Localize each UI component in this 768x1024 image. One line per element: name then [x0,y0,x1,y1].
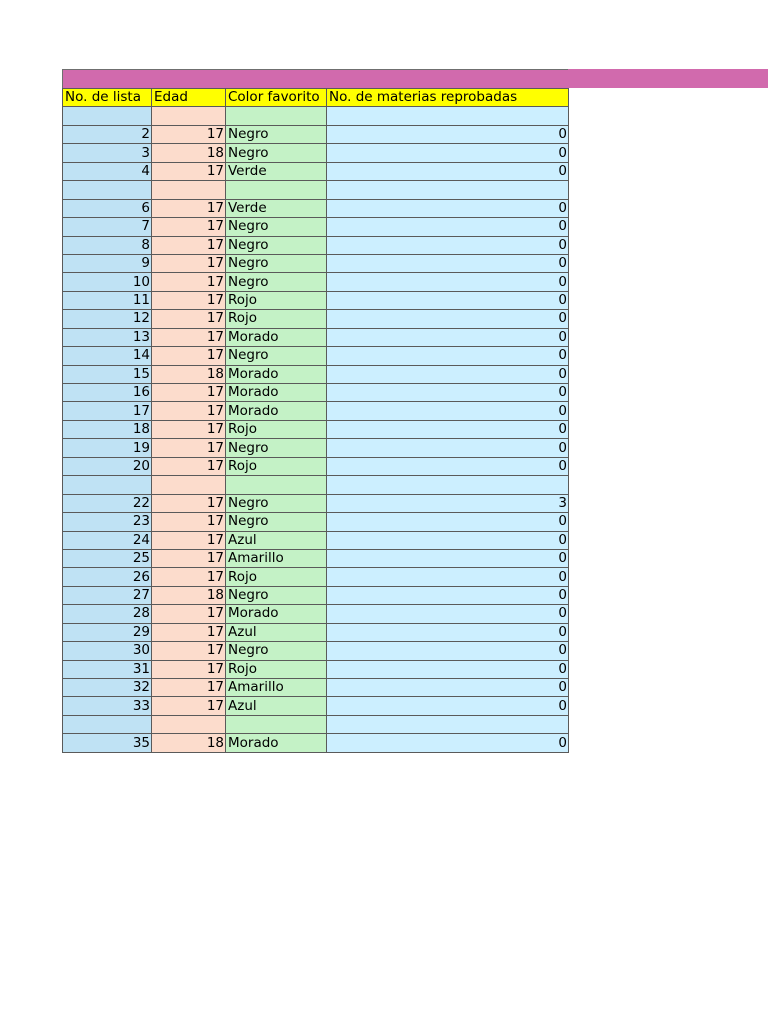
cell-color-favorito[interactable]: Negro [226,586,327,604]
cell-materias-reprobadas[interactable] [327,715,569,733]
cell-materias-reprobadas[interactable]: 0 [327,310,569,328]
table-row [63,107,569,125]
cell-no-lista[interactable]: 9 [63,254,152,272]
cell-no-lista[interactable] [63,181,152,199]
table-row [63,549,569,567]
table-row [63,328,569,346]
cell-materias-reprobadas[interactable] [327,476,569,494]
cell-no-lista[interactable] [63,715,152,733]
cell-color-favorito[interactable]: Negro [226,494,327,512]
cell-color-favorito[interactable]: Azul [226,531,327,549]
table-body [63,107,569,752]
cell-no-lista[interactable]: 32 [63,679,152,697]
cell-edad[interactable]: 18 [152,144,226,162]
cell-no-lista[interactable]: 26 [63,568,152,586]
table-row [63,125,569,143]
cell-color-favorito[interactable]: Amarillo [226,549,327,567]
cell-edad[interactable] [152,181,226,199]
cell-materias-reprobadas[interactable]: 0 [327,347,569,365]
cell-color-favorito[interactable]: Morado [226,328,327,346]
cell-edad[interactable]: 17 [152,605,226,623]
table-row [63,273,569,291]
cell-edad[interactable]: 17 [152,125,226,143]
cell-materias-reprobadas[interactable]: 0 [327,642,569,660]
cell-no-lista[interactable]: 33 [63,697,152,715]
cell-no-lista[interactable]: 11 [63,291,152,309]
table-row [63,218,569,236]
cell-no-lista[interactable]: 12 [63,310,152,328]
table-row [63,144,569,162]
table-row [63,365,569,383]
cell-no-lista[interactable]: 22 [63,494,152,512]
cell-edad[interactable]: 18 [152,365,226,383]
cell-edad[interactable]: 17 [152,420,226,438]
table-row [63,181,569,199]
cell-color-favorito[interactable]: Negro [226,642,327,660]
cell-materias-reprobadas[interactable]: 0 [327,291,569,309]
cell-materias-reprobadas[interactable]: 0 [327,697,569,715]
header-no-lista[interactable]: No. de lista [63,89,152,107]
header-row [63,89,569,107]
cell-no-lista[interactable]: 8 [63,236,152,254]
cell-no-lista[interactable]: 13 [63,328,152,346]
table-row [63,531,569,549]
cell-color-favorito[interactable]: Verde [226,199,327,217]
table-row [63,697,569,715]
cell-no-lista[interactable]: 28 [63,605,152,623]
cell-no-lista[interactable]: 17 [63,402,152,420]
cell-materias-reprobadas[interactable]: 0 [327,328,569,346]
cell-edad[interactable]: 17 [152,273,226,291]
cell-no-lista[interactable]: 23 [63,513,152,531]
cell-color-favorito[interactable]: Rojo [226,457,327,475]
cell-edad[interactable]: 17 [152,513,226,531]
cell-edad[interactable]: 17 [152,162,226,180]
table-row [63,660,569,678]
table-row [63,642,569,660]
cell-color-favorito[interactable]: Amarillo [226,679,327,697]
cell-no-lista[interactable]: 2 [63,125,152,143]
cell-materias-reprobadas[interactable]: 0 [327,144,569,162]
table-row [63,715,569,733]
table-row [63,605,569,623]
cell-no-lista[interactable]: 20 [63,457,152,475]
cell-no-lista[interactable]: 29 [63,623,152,641]
cell-color-favorito[interactable]: Negro [226,513,327,531]
cell-color-favorito[interactable]: Morado [226,734,327,752]
table-row [63,586,569,604]
table-row [63,347,569,365]
cell-materias-reprobadas[interactable]: 0 [327,384,569,402]
table-row [63,236,569,254]
table-row [63,494,569,512]
cell-color-favorito[interactable] [226,181,327,199]
cell-edad[interactable]: 17 [152,457,226,475]
cell-edad[interactable]: 17 [152,347,226,365]
cell-edad[interactable]: 17 [152,531,226,549]
header-materias-reprobadas[interactable]: No. de materias reprobadas [327,89,569,107]
cell-materias-reprobadas[interactable]: 0 [327,568,569,586]
cell-materias-reprobadas[interactable]: 0 [327,273,569,291]
table-row [63,623,569,641]
cell-edad[interactable]: 17 [152,384,226,402]
cell-no-lista[interactable]: 15 [63,365,152,383]
cell-materias-reprobadas[interactable]: 0 [327,513,569,531]
cell-edad[interactable] [152,476,226,494]
cell-edad[interactable]: 17 [152,291,226,309]
cell-edad[interactable]: 17 [152,623,226,641]
header-edad[interactable]: Edad [152,89,226,107]
cell-edad[interactable]: 17 [152,236,226,254]
table-row [63,513,569,531]
cell-no-lista[interactable]: 24 [63,531,152,549]
cell-no-lista[interactable]: 4 [63,162,152,180]
cell-color-favorito[interactable]: Rojo [226,660,327,678]
cell-color-favorito[interactable]: Morado [226,402,327,420]
table-row [63,476,569,494]
cell-materias-reprobadas[interactable]: 0 [327,734,569,752]
cell-materias-reprobadas[interactable]: 0 [327,586,569,604]
table-row [63,402,569,420]
cell-color-favorito[interactable]: Negro [226,236,327,254]
table-row [63,291,569,309]
cell-edad[interactable]: 17 [152,310,226,328]
cell-materias-reprobadas[interactable]: 3 [327,494,569,512]
cell-edad[interactable]: 17 [152,254,226,272]
cell-materias-reprobadas[interactable]: 0 [327,254,569,272]
cell-edad[interactable]: 17 [152,549,226,567]
cell-color-favorito[interactable] [226,715,327,733]
title-bar-border [62,69,568,88]
cell-materias-reprobadas[interactable]: 0 [327,605,569,623]
cell-edad[interactable]: 17 [152,697,226,715]
cell-edad[interactable]: 17 [152,679,226,697]
cell-color-favorito[interactable] [226,476,327,494]
cell-color-favorito[interactable]: Azul [226,697,327,715]
cell-materias-reprobadas[interactable]: 0 [327,623,569,641]
cell-no-lista[interactable]: 7 [63,218,152,236]
cell-no-lista[interactable]: 16 [63,384,152,402]
cell-color-favorito[interactable]: Azul [226,623,327,641]
cell-no-lista[interactable]: 18 [63,420,152,438]
cell-materias-reprobadas[interactable]: 0 [327,420,569,438]
cell-edad[interactable]: 17 [152,568,226,586]
table-row [63,384,569,402]
cell-materias-reprobadas[interactable]: 0 [327,236,569,254]
table-row [63,734,569,752]
cell-materias-reprobadas[interactable] [327,107,569,125]
cell-no-lista[interactable] [63,107,152,125]
cell-materias-reprobadas[interactable]: 0 [327,402,569,420]
cell-materias-reprobadas[interactable]: 0 [327,199,569,217]
cell-edad[interactable]: 17 [152,494,226,512]
table-row [63,457,569,475]
cell-no-lista[interactable]: 35 [63,734,152,752]
cell-no-lista[interactable]: 30 [63,642,152,660]
data-table [62,88,569,753]
cell-materias-reprobadas[interactable]: 0 [327,439,569,457]
cell-edad[interactable]: 17 [152,199,226,217]
cell-edad[interactable] [152,107,226,125]
cell-materias-reprobadas[interactable]: 0 [327,365,569,383]
cell-no-lista[interactable]: 19 [63,439,152,457]
cell-color-favorito[interactable]: Negro [226,125,327,143]
cell-no-lista[interactable]: 25 [63,549,152,567]
cell-materias-reprobadas[interactable]: 0 [327,549,569,567]
cell-materias-reprobadas[interactable] [327,181,569,199]
cell-color-favorito[interactable]: Morado [226,384,327,402]
cell-materias-reprobadas[interactable]: 0 [327,531,569,549]
cell-no-lista[interactable]: 27 [63,586,152,604]
cell-edad[interactable]: 18 [152,734,226,752]
cell-no-lista[interactable]: 31 [63,660,152,678]
cell-no-lista[interactable]: 6 [63,199,152,217]
cell-edad[interactable]: 18 [152,586,226,604]
cell-color-favorito[interactable]: Negro [226,347,327,365]
cell-materias-reprobadas[interactable]: 0 [327,162,569,180]
cell-color-favorito[interactable]: Negro [226,218,327,236]
table-row [63,199,569,217]
cell-color-favorito[interactable] [226,107,327,125]
cell-color-favorito[interactable]: Negro [226,273,327,291]
cell-edad[interactable]: 17 [152,660,226,678]
table-row [63,162,569,180]
cell-no-lista[interactable]: 10 [63,273,152,291]
table-row [63,568,569,586]
cell-no-lista[interactable]: 3 [63,144,152,162]
cell-materias-reprobadas[interactable]: 0 [327,125,569,143]
table-row [63,420,569,438]
cell-color-favorito[interactable]: Rojo [226,310,327,328]
cell-edad[interactable]: 17 [152,328,226,346]
cell-edad[interactable] [152,715,226,733]
table-row [63,679,569,697]
cell-edad[interactable]: 17 [152,402,226,420]
cell-edad[interactable]: 17 [152,439,226,457]
cell-edad[interactable]: 17 [152,218,226,236]
cell-materias-reprobadas[interactable]: 0 [327,218,569,236]
cell-color-favorito[interactable]: Negro [226,254,327,272]
cell-materias-reprobadas[interactable]: 0 [327,660,569,678]
cell-materias-reprobadas[interactable]: 0 [327,679,569,697]
cell-materias-reprobadas[interactable]: 0 [327,457,569,475]
table-row [63,439,569,457]
cell-edad[interactable]: 17 [152,642,226,660]
table-row [63,254,569,272]
cell-color-favorito[interactable]: Morado [226,605,327,623]
cell-color-favorito[interactable]: Negro [226,439,327,457]
cell-color-favorito[interactable]: Rojo [226,291,327,309]
cell-color-favorito[interactable]: Rojo [226,568,327,586]
cell-no-lista[interactable]: 14 [63,347,152,365]
table-row [63,310,569,328]
header-color-favorito[interactable]: Color favorito [226,89,327,107]
cell-color-favorito[interactable]: Rojo [226,420,327,438]
cell-color-favorito[interactable]: Verde [226,162,327,180]
cell-color-favorito[interactable]: Negro [226,144,327,162]
cell-color-favorito[interactable]: Morado [226,365,327,383]
cell-no-lista[interactable] [63,476,152,494]
